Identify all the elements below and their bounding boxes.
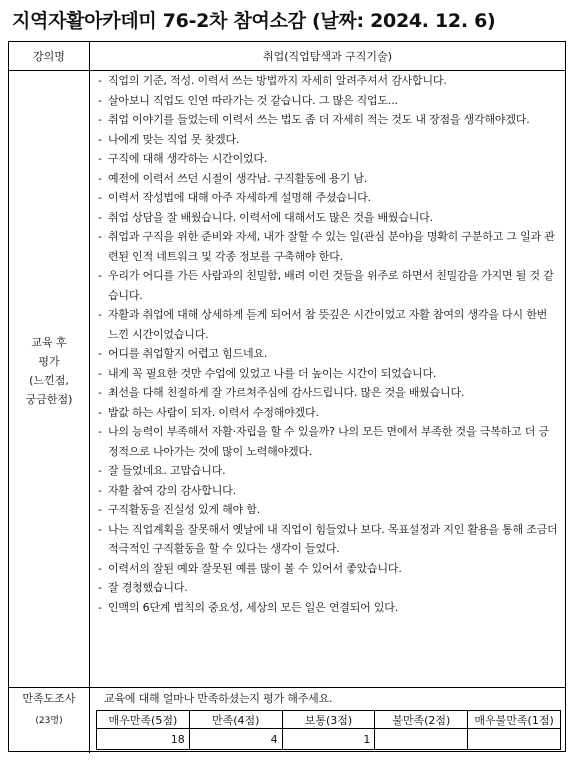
feedback-item: - 직업의 기준, 적성. 이력서 쓰는 방법까지 자세히 알려주셔서 감사합니다. [96,71,559,91]
count-cell: 4 [189,729,282,750]
column-header: 만족(4점) [189,711,282,729]
feedback-item: - 인맥의 6단계 법칙의 중요성, 세상의 모든 일은 연결되어 있다. [96,598,559,618]
satisfaction-title: 만족도조사 [22,692,76,705]
feedback-item: - 최선을 다해 친절하게 잘 가르쳐주심에 감사드립니다. 많은 것을 배웠습니다. [96,383,559,403]
count-cell: 18 [97,729,190,750]
feedback-item: - 자활과 취업에 대해 상세하게 듣게 되어서 참 뜻깊은 시간이었고 자활 참여의 생각을 다시 한번 느낀 시간이었습니다. [96,305,559,344]
count-cell [375,729,468,750]
evaluation-label [9,333,89,409]
evaluation-label-line: 평가 [38,355,60,368]
count-cell: 1 [282,729,375,750]
feedback-item: - 자활 참여 강의 감사합니다. [96,481,559,501]
feedback-item: - 잘 경청했습니다. [96,578,559,598]
feedback-item: - 내게 꼭 필요한 것만 수업에 있었고 나를 더 높이는 시간이 되었습니다. [96,364,559,384]
feedback-item: - 취업 상담을 잘 배웠습니다. 이력서에 대해서도 많은 것을 배웠습니다. [96,208,559,228]
satisfaction-label [9,688,89,732]
satisfaction-table [96,710,561,750]
evaluation-form [8,41,566,752]
feedback-item: - 취업과 구직을 위한 준비와 자세, 내가 잘할 수 있는 일(관심 분야)을 명확히 구분하고 그 일과 관련된 인적 네트워크 및 각종 정보를 구축해야 한다. [96,227,559,266]
evaluation-label-line: (느낀점, [29,374,69,387]
respondent-count: (23명) [35,716,63,726]
column-header: 매우만족(5점) [97,711,190,729]
divider [9,687,565,688]
course-label: 강의명 [33,50,65,63]
feedback-item: - 밥값 하는 사람이 되자. 이력서 수정해야겠다. [96,403,559,423]
feedback-item: - 어디를 취업할지 어렵고 힘드네요. [96,344,559,364]
feedback-item: - 구직활동을 진실성 있게 해야 함. [96,500,559,520]
satisfaction-question: 교육에 대해 얼마나 만족하셨는지 평가 해주세요. [104,692,333,705]
feedback-item: - 이력서의 잘된 예와 잘못된 예를 많이 볼 수 있어서 좋았습니다. [96,559,559,579]
feedback-item: - 나의 능력이 부족해서 자활·자립을 할 수 있을까? 나의 모든 면에서 부족한 것을 극복하고 더 긍정적으로 나아가는 것에 많이 노력해야겠다. [96,422,559,461]
feedback-item: - 잘 들었네요. 고맙습니다. [96,461,559,481]
satisfaction-header-row [97,711,561,729]
feedback-item: - 예전에 이력서 쓰던 시절이 생각남. 구직활동에 용기 남. [96,169,559,189]
feedback-item: - 취업 이야기를 들었는데 이력서 쓰는 법도 좀 더 자세히 적는 것도 내 장점을 생각해야겠다. [96,110,559,130]
feedback-item: - 이력서 작성법에 대해 아주 자세하게 설명해 주셨습니다. [96,188,559,208]
column-header: 보통(3점) [282,711,375,729]
evaluation-label-line: 교육 후 [31,336,67,349]
evaluation-label-line: 궁금한점) [25,393,73,406]
feedback-item: - 살아보니 직업도 인연 따라가는 것 같습니다. 그 많은 직업도... [96,91,559,111]
count-cell [468,729,561,750]
satisfaction-count-row [97,729,561,750]
course-name: 취업(직업탐색과 구직기술) [263,50,392,63]
column-header: 불만족(2점) [375,711,468,729]
feedback-list [90,71,565,617]
document-title: 지역자활아카데미 76-2차 참여소감 (날짜: 2024. 12. 6) [12,10,496,32]
feedback-item: - 나는 직업계획을 잘못해서 옛날에 내 직업이 힘들었나 보다. 목표설정과 지인 활용을 통해 조금더 적극적인 구직활동을 할 수 있다는 생각이 들었다. [96,520,559,559]
column-header: 매우불만족(1점) [468,711,561,729]
feedback-item: - 나에게 맞는 직업 못 찾겠다. [96,130,559,150]
feedback-item: - 구직에 대해 생각하는 시간이었다. [96,149,559,169]
feedback-item: - 우리가 어디를 가든 사람과의 친밀함, 배려 이런 것들을 위주로 하면서 친밀감을 가지면 될 것 같습니다. [96,266,559,305]
